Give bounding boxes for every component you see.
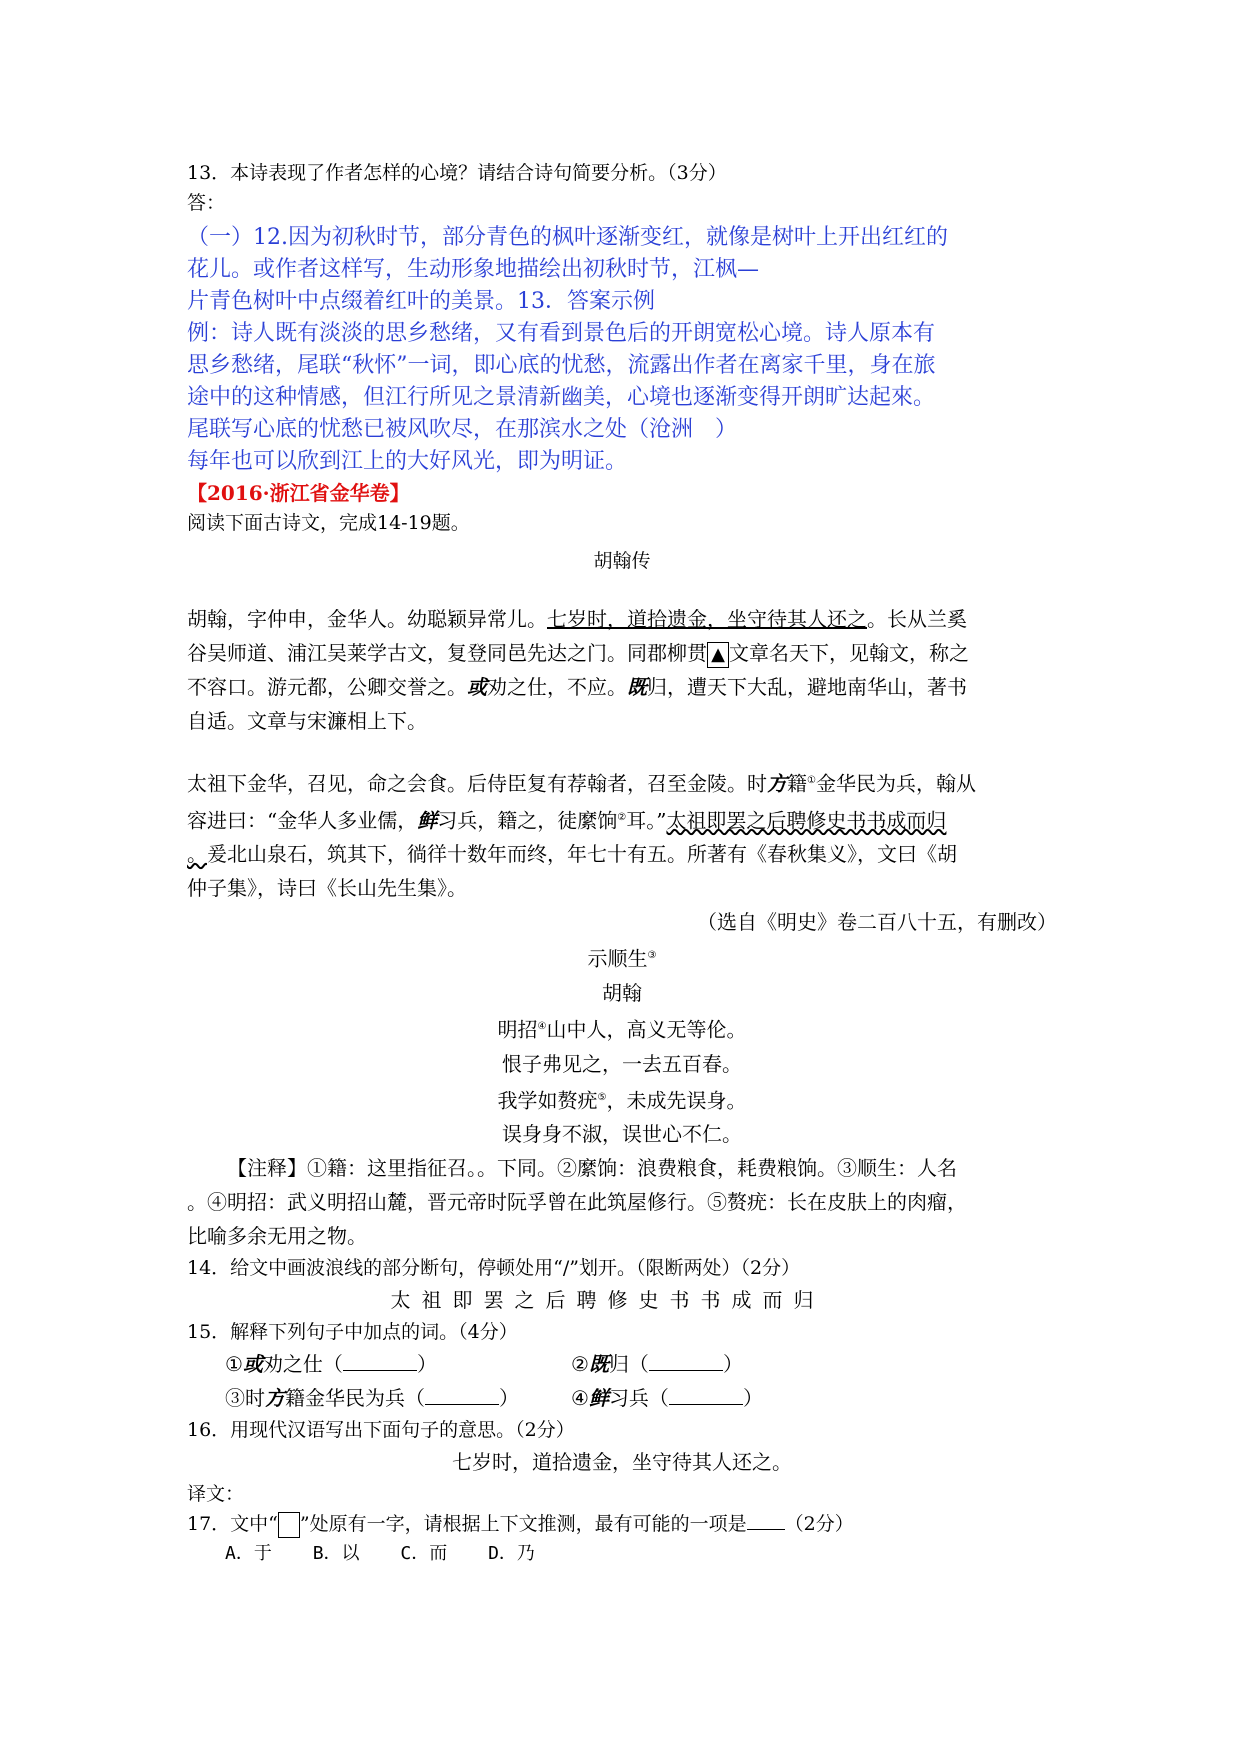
prose-line: 仲子集》，诗曰《长山先生集》。 — [187, 876, 467, 901]
prose-line — [187, 801, 1057, 838]
text: 习兵（ — [608, 1386, 669, 1411]
question-17 — [187, 1509, 1057, 1539]
text: 归（ — [608, 1352, 649, 1377]
dotted-word: 方 — [265, 1386, 285, 1411]
notes — [187, 1151, 1057, 1253]
q15-item-b — [571, 1352, 743, 1376]
dotted-word: 既 — [588, 1352, 609, 1377]
answer-blank[interactable] — [649, 1370, 723, 1371]
text: 耳。” — [626, 808, 667, 833]
option-b[interactable]: B．以 — [312, 1543, 360, 1565]
dotted-word: 或 — [467, 675, 487, 699]
option-c[interactable]: C．而 — [400, 1543, 448, 1565]
prose-paragraph-1 — [187, 602, 1057, 738]
q17-options — [187, 1539, 1057, 1569]
text: 太祖下金华，召见，命之会食。后侍臣复有荐翰者，召至金陵。时 — [187, 771, 767, 796]
question-16: 16．用现代汉语写出下面句子的意思。（2分） — [187, 1419, 575, 1442]
question-13: 13．本诗表现了作者怎样的心境？请结合诗句简要分析。（3分） — [187, 162, 727, 184]
text: 不容口。游元都，公卿交誉之。 — [187, 675, 467, 699]
footnote-mark: ③ — [647, 950, 657, 962]
text: 示顺生 — [587, 946, 648, 971]
prose-paragraph-2 — [187, 764, 1057, 905]
answer-blank[interactable] — [425, 1404, 499, 1405]
note-line: 【注释】①籍：这里指征召。。下同。②縻饷：浪费粮食，耗费粮饷。③顺生：人名 — [227, 1156, 957, 1181]
q15-row — [187, 1381, 1057, 1415]
char: 祖 — [421, 1288, 442, 1313]
text: 籍金华民为兵（ — [285, 1386, 425, 1411]
footnote-mark: ⑤ — [597, 1091, 607, 1103]
poem-line — [187, 1010, 1057, 1047]
char: 书 — [700, 1288, 721, 1313]
text: 劝之仕（ — [262, 1352, 343, 1377]
text: 劝之仕，不应。 — [487, 675, 627, 699]
prose-title: 胡翰传 — [593, 550, 651, 572]
char: 聘 — [576, 1288, 597, 1313]
note-line: 。④明招：武义明招山麓，晋元帝时阮孚曾在此筑屋修行。⑤赘疣：长在皮肤上的肉瘤， — [187, 1190, 967, 1215]
q14-sentence — [187, 1283, 1057, 1317]
text: 容进曰：“金华人多业儒， — [187, 808, 418, 833]
char: 即 — [452, 1288, 473, 1313]
poem-author: 胡翰 — [602, 980, 642, 1005]
option-d[interactable]: D．乃 — [488, 1543, 535, 1565]
q15-row — [187, 1347, 1057, 1381]
prose-line — [187, 764, 1057, 801]
text: ① — [225, 1352, 243, 1377]
answer-line: 每年也可以欣到江上的大好风光，即为明证。 — [187, 449, 628, 474]
option-a[interactable]: A．于 — [225, 1543, 272, 1565]
note-line: 比喻多余无用之物。 — [187, 1224, 367, 1249]
dotted-word: 鲜 — [417, 808, 438, 833]
poem-line: 恨子弗见之，一去五百春。 — [502, 1051, 742, 1076]
question-15: 15．解释下列句子中加点的词。（4分） — [187, 1321, 518, 1344]
char: 书 — [669, 1288, 690, 1313]
dotted-word: 或 — [242, 1352, 263, 1377]
footnote-mark: ① — [807, 775, 816, 786]
answer-line: （一）12.因为初秋时节，部分青色的枫叶逐渐变红，就像是树叶上开出红红的 — [187, 225, 948, 250]
prose-line — [187, 670, 1057, 704]
answer-blank[interactable] — [669, 1404, 743, 1405]
blank-box — [278, 1512, 300, 1538]
answer-line: 途中的这种情感，但江行所见之景清新幽美，心境也逐渐变得开朗旷达起來。 — [187, 385, 936, 410]
answer-line: 花儿。或作者这样写，生动形象地描绘出初秋时节，江枫— — [187, 257, 760, 282]
text: 谷吴师道、浦江吴莱学古文，复登同邑先达之门。同郡柳贯 — [187, 641, 707, 665]
text: 习兵，籍之，徒縻饷 — [437, 808, 618, 833]
text: ④ — [571, 1386, 589, 1411]
wavy-underlined-text: 。 — [187, 842, 207, 867]
q15-item-a — [225, 1347, 571, 1381]
text: ”处原有一字，请根据上下文推测，最有可能的一项是 — [299, 1513, 747, 1536]
poem-line: 误身身不淑，误世心不仁。 — [502, 1122, 742, 1147]
char: 罢 — [483, 1288, 504, 1313]
answer-line: 尾联写心底的忧愁已被风吹尽，在那滨水之处（沧洲 ） — [187, 417, 738, 442]
answer-blank[interactable] — [747, 1529, 785, 1530]
wavy-underlined-text: 太祖即罢之后聘修史书书成而归 — [666, 808, 947, 833]
dotted-word: 鲜 — [588, 1386, 609, 1411]
text: ② — [571, 1352, 589, 1377]
q15-item-c — [225, 1381, 571, 1415]
source-citation: （选自《明史》卷二百八十五，有删改） — [697, 910, 1057, 935]
prose-line — [187, 602, 1057, 636]
underlined-sentence: 七岁时，道拾遗金，坐守待其人还之 — [547, 607, 867, 631]
text: 17．文中“ — [187, 1513, 278, 1536]
poem-line — [187, 1081, 1057, 1118]
text: ③时 — [225, 1386, 265, 1411]
footnote-mark: ④ — [537, 1020, 547, 1032]
poem — [187, 939, 1057, 1151]
instruction: 阅读下面古诗文，完成14-19题。 — [187, 512, 470, 534]
answer-line: 思乡愁绪，尾联“秋怀”一词，即心底的忧愁，流露出作者在离家千里，身在旅 — [187, 353, 936, 378]
prose-line — [187, 837, 1057, 871]
text: ） — [416, 1352, 437, 1377]
text: 爰北山泉石，筑其下，徜徉十数年而终，年七十有五。所著有《春秋集义》，文曰《胡 — [207, 842, 957, 867]
char: 归 — [793, 1288, 814, 1313]
text: 金华民为兵，翰从 — [815, 771, 976, 796]
answer-label: 答： — [187, 192, 226, 214]
text: （2分） — [784, 1513, 854, 1536]
char: 后 — [545, 1288, 566, 1313]
text: ） — [742, 1386, 763, 1411]
text: 明招 — [497, 1017, 538, 1042]
footnote-mark: ② — [617, 811, 627, 823]
q15-item-d — [571, 1386, 763, 1410]
char: 成 — [731, 1288, 752, 1313]
answer-line: 片青色树叶中点缀着红叶的美景。13．答案示例 — [187, 289, 655, 314]
text: 文章名天下，见翰文，称之 — [729, 641, 969, 665]
text: 归，遭天下大乱，避地南华山，著书 — [647, 675, 967, 699]
poem-title — [187, 939, 1057, 976]
text: 籍 — [787, 771, 807, 796]
text: 山中人，高义无等伦。 — [546, 1017, 747, 1042]
text: 。长从兰奚 — [867, 607, 967, 631]
q16-sentence: 七岁时，道拾遗金，坐守待其人还之。 — [452, 1450, 792, 1475]
text: ，未成先误身。 — [606, 1088, 747, 1113]
prose-line: 自适。文章与宋濂相上下。 — [187, 709, 427, 733]
text: 胡翰，字仲申，金华人。幼聪颖异常儿。 — [187, 607, 547, 631]
translation-label: 译文： — [187, 1483, 245, 1506]
dotted-word: 既 — [627, 675, 647, 699]
question-14: 14．给文中画波浪线的部分断句，停顿处用“/”划开。（限断两处）（2分） — [187, 1257, 801, 1280]
prose-line — [187, 636, 1057, 670]
text: ） — [722, 1352, 743, 1377]
char: 太 — [390, 1288, 411, 1313]
char: 而 — [762, 1288, 783, 1313]
blank-box: ▲ — [707, 642, 729, 668]
answer-blank[interactable] — [343, 1370, 417, 1371]
answer-block — [187, 222, 1057, 478]
section-title: 【2016·浙江省金华卷】 — [187, 481, 410, 505]
char: 修 — [607, 1288, 628, 1313]
text: 我学如赘疣 — [497, 1088, 598, 1113]
dotted-word: 方 — [767, 771, 787, 796]
document-page — [187, 158, 1057, 1569]
char: 史 — [638, 1288, 659, 1313]
char: 之 — [514, 1288, 535, 1313]
answer-line: 例：诗人既有淡淡的思乡愁绪，又有看到景色后的开朗宽松心境。诗人原本有 — [187, 321, 936, 346]
text: ） — [499, 1386, 519, 1411]
